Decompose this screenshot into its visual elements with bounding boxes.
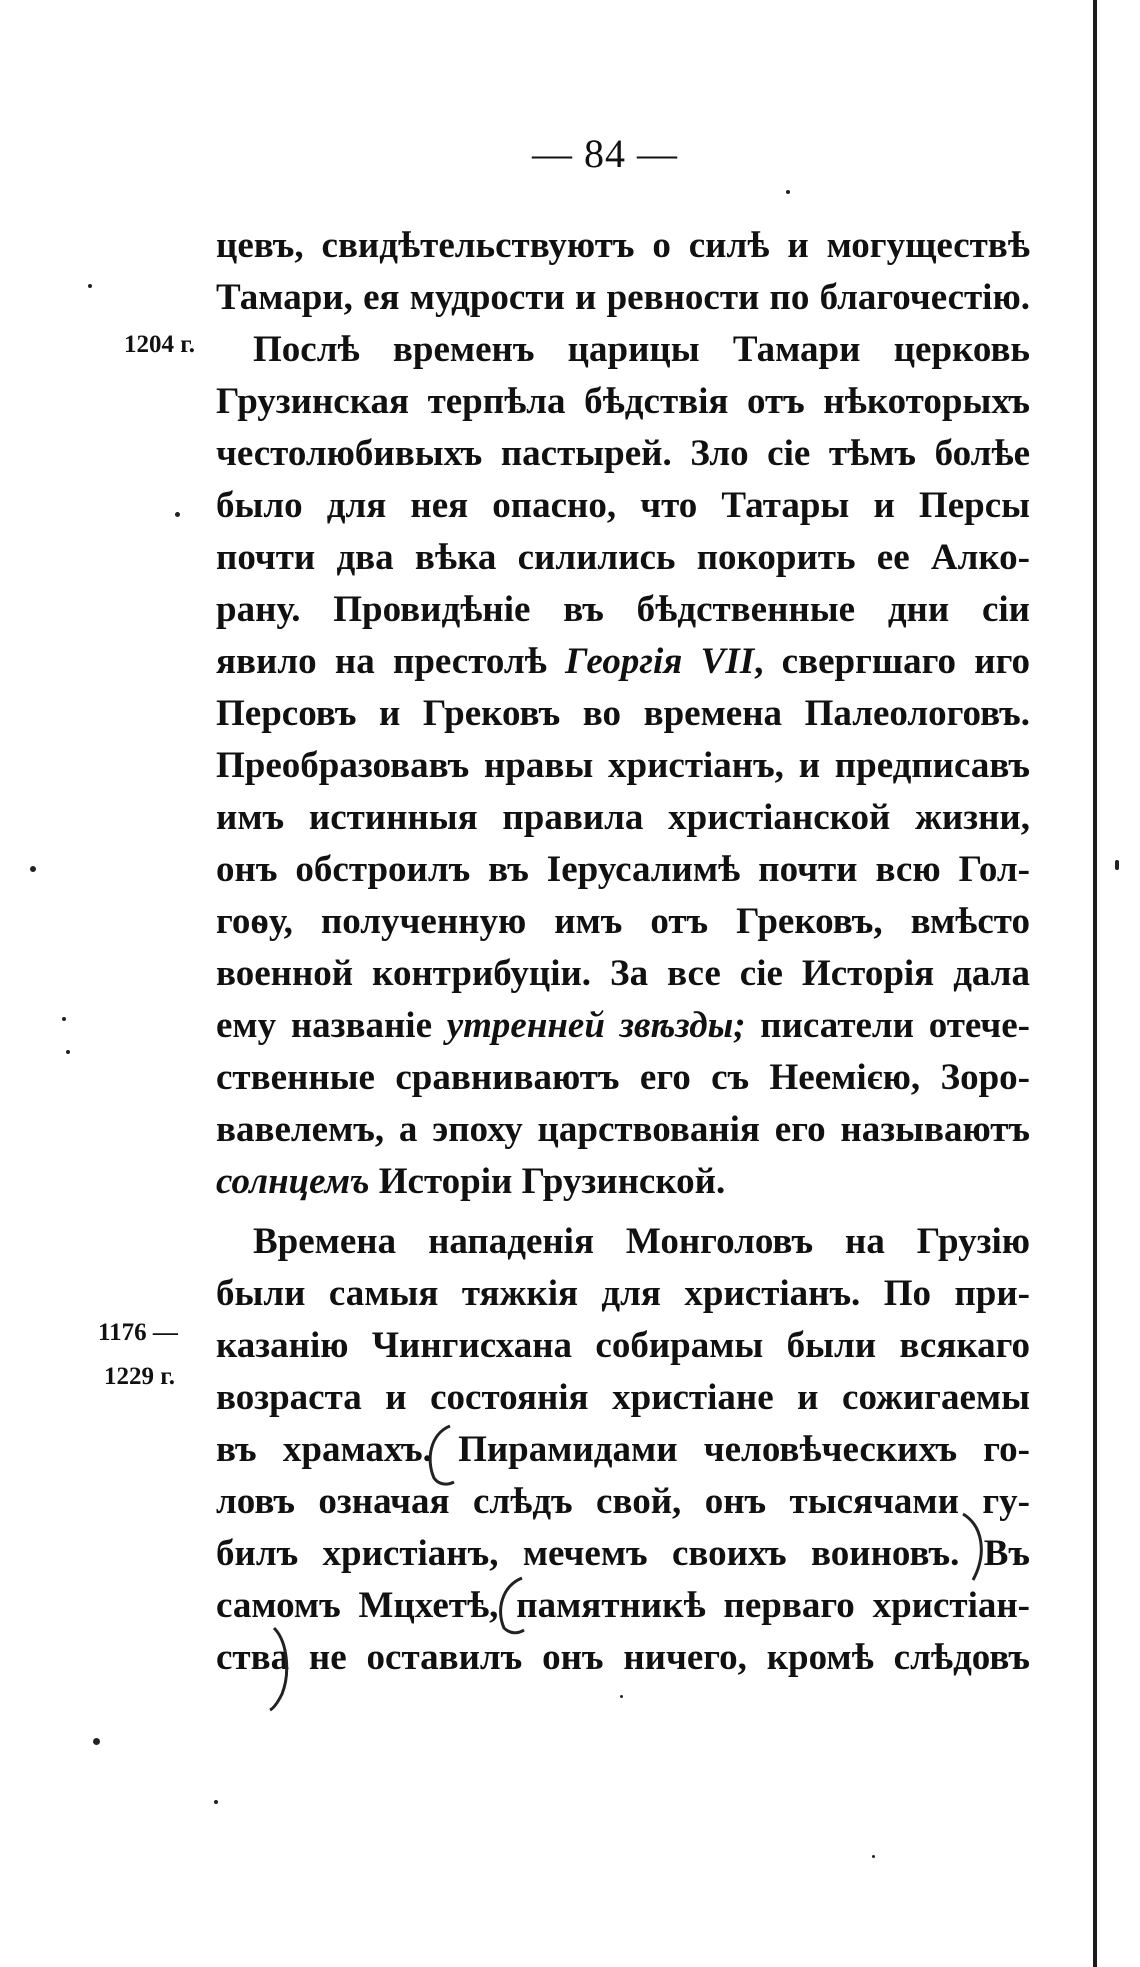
text-line: Послѣ временъ царицы Тамари церковь bbox=[253, 329, 1030, 370]
text-line: въ храмахъ. Пирамидами человѣческихъ го- bbox=[216, 1429, 1030, 1470]
text-line: были самыя тяжкія для христіанъ. По при- bbox=[216, 1273, 1030, 1314]
speck-mark bbox=[93, 1738, 100, 1745]
text-line: Преобразовавъ нравы христіанъ, и предписавъ bbox=[216, 745, 1030, 786]
pencil-bracket-mark bbox=[490, 1572, 530, 1642]
page-number: — 84 — bbox=[532, 131, 678, 176]
text-line: Грузинская терпѣла бѣдствія отъ нѣкоторыхъ bbox=[216, 381, 1030, 422]
speck-mark bbox=[872, 1855, 875, 1858]
speck-mark bbox=[620, 1695, 623, 1698]
speck-mark bbox=[62, 1017, 66, 1021]
speck-mark bbox=[214, 1800, 218, 1804]
speck-mark bbox=[786, 190, 790, 194]
text-line: ему названіе утренней звѣзды; писатели отече- bbox=[216, 1005, 1030, 1046]
page-edge-line bbox=[1093, 0, 1097, 1967]
text-line: казанію Чингисхана собирамы были всякаго bbox=[216, 1325, 1030, 1366]
text-line: рану. Провидѣніе въ бѣдственные дни сіи bbox=[216, 589, 1030, 630]
margin-note-year: 1176 — bbox=[98, 1319, 178, 1346]
italic-text: утренней звѣзды; bbox=[446, 1005, 746, 1046]
text-line: онъ обстроилъ въ Іерусалимѣ почти всю Гол- bbox=[216, 849, 1030, 890]
speck-mark bbox=[1115, 860, 1119, 870]
text-line: солнцемъ Исторіи Грузинской. bbox=[216, 1161, 726, 1202]
text-line: Персовъ и Грековъ во времена Палеологовъ. bbox=[216, 693, 1030, 734]
speck-mark bbox=[66, 1050, 70, 1054]
text-line: военной контрибуціи. За все сіе Исторія дала bbox=[216, 953, 1030, 994]
margin-note-year: 1204 г. bbox=[124, 331, 196, 358]
text-line: явило на престолѣ Георгія VII, свергшаго иго bbox=[216, 641, 1031, 682]
text-line: билъ христіанъ, мечемъ своихъ воиновъ. Въ bbox=[216, 1533, 1030, 1574]
text-line: почти два вѣка силились покорить ее Алко- bbox=[216, 537, 1030, 578]
speck-mark bbox=[88, 284, 92, 288]
text-line: Времена нападенія Монголовъ на Грузію bbox=[253, 1221, 1030, 1262]
text-line: было для нея опасно, что Татары и Персы bbox=[216, 485, 1030, 526]
text-line: имъ истинныя правила христіанской жизни, bbox=[216, 797, 1030, 838]
text-line: Тамари, ея мудрости и ревности по благочестію. bbox=[216, 277, 1030, 318]
pencil-bracket-mark bbox=[955, 1510, 995, 1585]
italic-text: Георгія VII bbox=[565, 641, 755, 682]
text-line: самомъ Мцхетѣ, памятникѣ перваго христіан- bbox=[216, 1585, 1030, 1626]
text-line: ственные сравниваютъ его съ Неемією, Зоро- bbox=[216, 1057, 1030, 1098]
margin-note-year: 1229 г. bbox=[104, 1363, 176, 1390]
text-line: вавелемъ, а эпоху царствованія его называютъ bbox=[216, 1109, 1030, 1150]
italic-text: солнцемъ bbox=[216, 1161, 370, 1202]
text-line: ловъ означая слѣдъ свой, онъ тысячами гу- bbox=[216, 1481, 1030, 1522]
text-line: цевъ, свидѣтельствуютъ о силѣ и могуществѣ bbox=[216, 225, 1030, 266]
text-line: ства не оставилъ онъ ничего, кромѣ слѣдовъ bbox=[216, 1637, 1030, 1678]
text-line: возраста и состоянія христіане и сожигаемы bbox=[216, 1377, 1030, 1418]
text-line: гоѳу, полученную имъ отъ Грековъ, вмѣсто bbox=[216, 901, 1030, 942]
pencil-bracket-mark bbox=[420, 1420, 460, 1490]
speck-mark bbox=[30, 866, 36, 872]
text-line: честолюбивыхъ пастырей. Зло сіе тѣмъ болѣе bbox=[216, 433, 1030, 474]
pencil-bracket-mark bbox=[266, 1624, 296, 1714]
speck-mark bbox=[175, 512, 180, 517]
